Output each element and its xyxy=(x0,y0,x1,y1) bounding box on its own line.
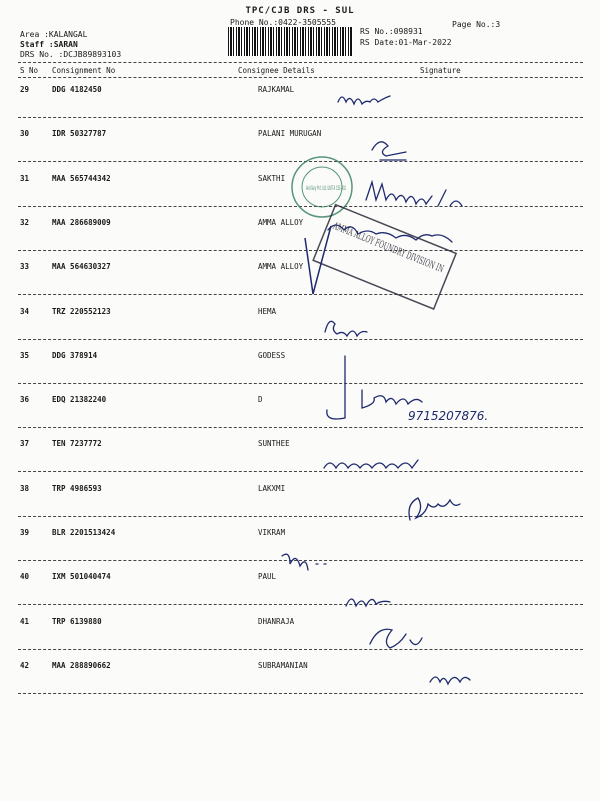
row-consignee-name: SUBRAMANIAN xyxy=(258,660,308,670)
row-divider xyxy=(18,693,583,694)
row-serial-number: 31 xyxy=(20,173,30,183)
row-serial-number: 32 xyxy=(20,217,30,227)
row-divider xyxy=(18,206,583,207)
row-consignee-name: SUNTHEE xyxy=(258,439,290,449)
table-row xyxy=(0,395,600,439)
row-divider xyxy=(18,117,583,118)
row-serial-number: 40 xyxy=(20,572,30,582)
row-consignment-number: TEN 7237772 xyxy=(52,439,102,449)
row-consignee-name: PALANI MURUGAN xyxy=(258,129,322,139)
area-label: Area : xyxy=(20,30,49,39)
row-consignment-number: TRZ 220552123 xyxy=(52,306,111,316)
page-label: Page No.: xyxy=(452,20,496,29)
header-divider-top xyxy=(18,62,583,63)
handwritten-phone-note: 9715207876. xyxy=(408,409,489,423)
row-divider xyxy=(18,471,583,472)
row-consignment-number: MAA 288890662 xyxy=(52,660,111,670)
row-serial-number: 35 xyxy=(20,350,30,360)
drs-value: DCJB89893103 xyxy=(63,50,122,59)
row-consignee-name: HEMA xyxy=(258,306,277,316)
table-row xyxy=(0,617,600,661)
table-row xyxy=(0,528,600,572)
rs-no-value: 098931 xyxy=(393,27,423,36)
row-consignment-number: MAA 564630327 xyxy=(52,262,111,272)
row-consignment-number: DDG 4182450 xyxy=(52,85,102,94)
row-serial-number: 37 xyxy=(20,439,30,449)
row-consignee-name: LAKXMI xyxy=(258,483,286,493)
row-consignee-name: PAUL xyxy=(258,572,277,582)
area-value: KALANGAL xyxy=(48,30,88,39)
row-consignee-name: D xyxy=(258,395,263,405)
row-serial-number: 38 xyxy=(20,483,30,493)
page-value: 3 xyxy=(495,20,501,29)
barcode xyxy=(228,27,353,56)
row-serial-number: 42 xyxy=(20,660,30,670)
row-divider xyxy=(18,161,583,162)
document-title: TPC/CJB DRS - SUL xyxy=(245,6,355,16)
table-row xyxy=(0,572,600,616)
phone-label: Phone No.: xyxy=(230,18,279,27)
row-consignee-name: RAJKAMAL xyxy=(258,85,295,94)
staff-value: SARAN xyxy=(53,40,78,49)
row-consignment-number: DDG 378914 xyxy=(52,350,98,360)
row-consignee-name: DHANRAJA xyxy=(258,616,295,626)
row-serial-number: 29 xyxy=(20,85,30,94)
row-consignment-number: IDR 50327787 xyxy=(52,129,107,139)
page-number-line xyxy=(452,20,500,29)
row-consignment-number: TRP 4986593 xyxy=(52,483,102,493)
rs-number-line xyxy=(360,27,423,36)
row-serial-number: 41 xyxy=(20,616,30,626)
table-row xyxy=(0,262,600,306)
row-divider xyxy=(18,604,583,605)
row-consignee-name: AMMA ALLOY xyxy=(258,262,304,272)
row-consignment-number: EDQ 21382240 xyxy=(52,395,107,405)
row-divider xyxy=(18,250,583,251)
column-sno: S No xyxy=(20,66,39,75)
row-consignment-number: IXM 501040474 xyxy=(52,572,111,582)
rs-date-line xyxy=(360,38,452,47)
table-row xyxy=(0,307,600,351)
row-serial-number: 34 xyxy=(20,306,30,316)
svg-text:AMMA ALLOY FOUNDRY DIVISION IN: AMMA ALLOY FOUNDRY DIVISION IN xyxy=(331,220,522,307)
column-signature: Signature xyxy=(420,66,461,75)
staff-label: Staff : xyxy=(20,40,54,49)
row-consignee-name: GODESS xyxy=(258,350,286,360)
row-serial-number: 36 xyxy=(20,395,30,405)
table-row xyxy=(0,484,600,528)
row-divider xyxy=(18,516,583,517)
row-consignee-name: VIKRAM xyxy=(258,528,286,537)
table-row xyxy=(0,129,600,173)
column-consignment: Consignment No xyxy=(52,66,116,75)
staff-line xyxy=(20,40,78,49)
table-row xyxy=(0,661,600,705)
row-serial-number: 33 xyxy=(20,262,30,272)
row-serial-number: 30 xyxy=(20,129,30,139)
table-row xyxy=(0,85,600,129)
row-divider xyxy=(18,560,583,561)
row-consignment-number: TRP 6139880 xyxy=(52,616,102,626)
row-divider xyxy=(18,294,583,295)
row-consignment-number: BLR 2201513424 xyxy=(52,528,116,537)
rs-no-label: RS No.: xyxy=(360,27,394,36)
row-consignee-name: AMMA ALLOY xyxy=(258,217,304,227)
row-divider xyxy=(18,383,583,384)
table-row xyxy=(0,174,600,218)
area-line xyxy=(20,30,87,39)
phone-line xyxy=(230,18,336,27)
column-consignee: Consignee Details xyxy=(238,66,315,75)
row-divider xyxy=(18,649,583,650)
table-row xyxy=(0,351,600,395)
row-divider xyxy=(18,427,583,428)
table-row xyxy=(0,439,600,483)
table-row xyxy=(0,218,600,262)
row-consignment-number: MAA 565744342 xyxy=(52,173,111,183)
rs-date-value: 01-Mar-2022 xyxy=(398,38,452,47)
row-consignee-name: SAKTHI xyxy=(258,173,286,183)
row-consignment-number: MAA 286689009 xyxy=(52,217,111,227)
header-divider-bottom xyxy=(18,77,583,78)
drs-label: DRS No. : xyxy=(20,50,64,59)
rs-date-label: RS Date: xyxy=(360,38,399,47)
row-serial-number: 39 xyxy=(20,528,30,537)
round-stamp-text: Anciliary Pvt. Ltd. UNIT-II CSE-402 xyxy=(306,185,347,192)
phone-value: 0422-3505555 xyxy=(278,18,336,27)
row-divider xyxy=(18,339,583,340)
drs-line xyxy=(20,50,121,59)
